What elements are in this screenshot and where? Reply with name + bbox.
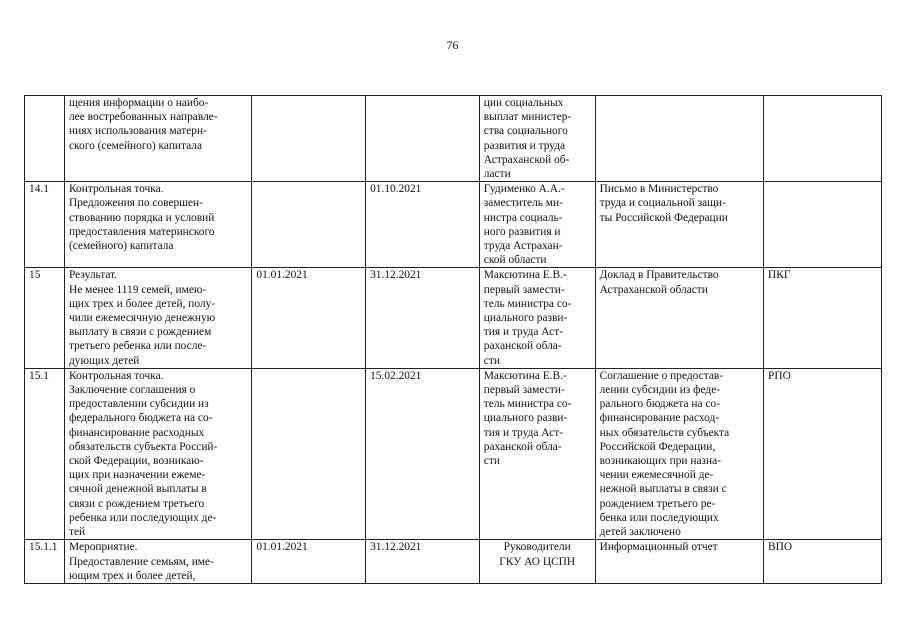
row-start-cell: 01.01.2021	[252, 268, 366, 368]
table-row	[25, 540, 882, 584]
row-level-cell	[764, 96, 882, 182]
row-responsible-cell: Максютина Е.В.- первый замести- тель министра со- циального разви- тия и труда Аст- раханской обла- сти	[479, 368, 595, 539]
row-end-cell: 01.10.2021	[366, 182, 480, 268]
row-name-cell: Результат. Не менее 1119 семей, имею- щих трех и более детей, полу- чили ежемесячную денежную выплату в связи с рождением третьего ребенка или после- дующих детей	[65, 268, 252, 368]
row-start-cell: 01.01.2021	[252, 540, 366, 584]
page-number: 76	[446, 38, 459, 52]
row-end-cell: 15.02.2021	[366, 368, 480, 539]
row-start-cell	[252, 96, 366, 182]
row-responsible-cell: ции социальных выплат министер- ства социального развития и труда Астраханской об- ласти	[479, 96, 595, 182]
table-row	[25, 182, 882, 268]
row-number-cell: 15.1	[25, 368, 65, 539]
row-level-cell: ВПО	[764, 540, 882, 584]
row-document-cell	[595, 96, 763, 182]
row-start-cell	[252, 182, 366, 268]
row-name-cell: Мероприятие. Предоставление семьям, име- ющим трех и более детей,	[65, 540, 252, 584]
row-responsible-cell: Гудименко А.А.- заместитель ми- нистра социаль- ного развития и труда Астрахан- ской области	[479, 182, 595, 268]
row-start-cell	[252, 368, 366, 539]
table-row	[25, 368, 882, 539]
row-name-cell: Контрольная точка. Заключение соглашения о предоставлении субсидии из федерального бюджета на со- финансирование расходных обязательств субъекта Россий- ской Федерации, возникаю- щих при назначении ежеме- сячной денежной выплаты в связи с рождением третьего ребенка или последующих де- тей	[65, 368, 252, 539]
row-end-cell: 31.12.2021	[366, 268, 480, 368]
row-level-cell: РПО	[764, 368, 882, 539]
table-row	[25, 96, 882, 182]
row-number-cell: 14.1	[25, 182, 65, 268]
row-end-cell: 31.12.2021	[366, 540, 480, 584]
row-number-cell: 15.1.1	[25, 540, 65, 584]
row-responsible-cell: Максютина Е.В.- первый замести- тель министра со- циального разви- тия и труда Аст- раханской обла- сти	[479, 268, 595, 368]
row-level-cell	[764, 182, 882, 268]
row-number-cell	[25, 96, 65, 182]
row-name-cell: Контрольная точка. Предложения по совершен- ствованию порядка и условий предоставления материнского (семейного) капитала	[65, 182, 252, 268]
row-end-cell	[366, 96, 480, 182]
row-document-cell: Информационный отчет	[595, 540, 763, 584]
plan-table	[24, 95, 882, 584]
table-row	[25, 268, 882, 368]
row-name-cell: щения информации о наибо- лее востребованных направле- ниях использования матерн- ского (семейного) капитала	[65, 96, 252, 182]
row-document-cell: Доклад в Правительство Астраханской области	[595, 268, 763, 368]
row-level-cell: ПКГ	[764, 268, 882, 368]
row-document-cell: Письмо в Министерство труда и социальной защи- ты Российской Федерации	[595, 182, 763, 268]
row-number-cell: 15	[25, 268, 65, 368]
row-document-cell: Соглашение о предостав- лении субсидии из феде- рального бюджета на со- финансирование расход- ных обязательств субъекта Российской Федерации, возникающих при назна- чении ежемесячной де- нежной выплаты в связи с рождением третьего ре- бенка или последующих детей заключено	[595, 368, 763, 539]
row-responsible-cell: Руководители ГКУ АО ЦСПН	[479, 540, 595, 584]
